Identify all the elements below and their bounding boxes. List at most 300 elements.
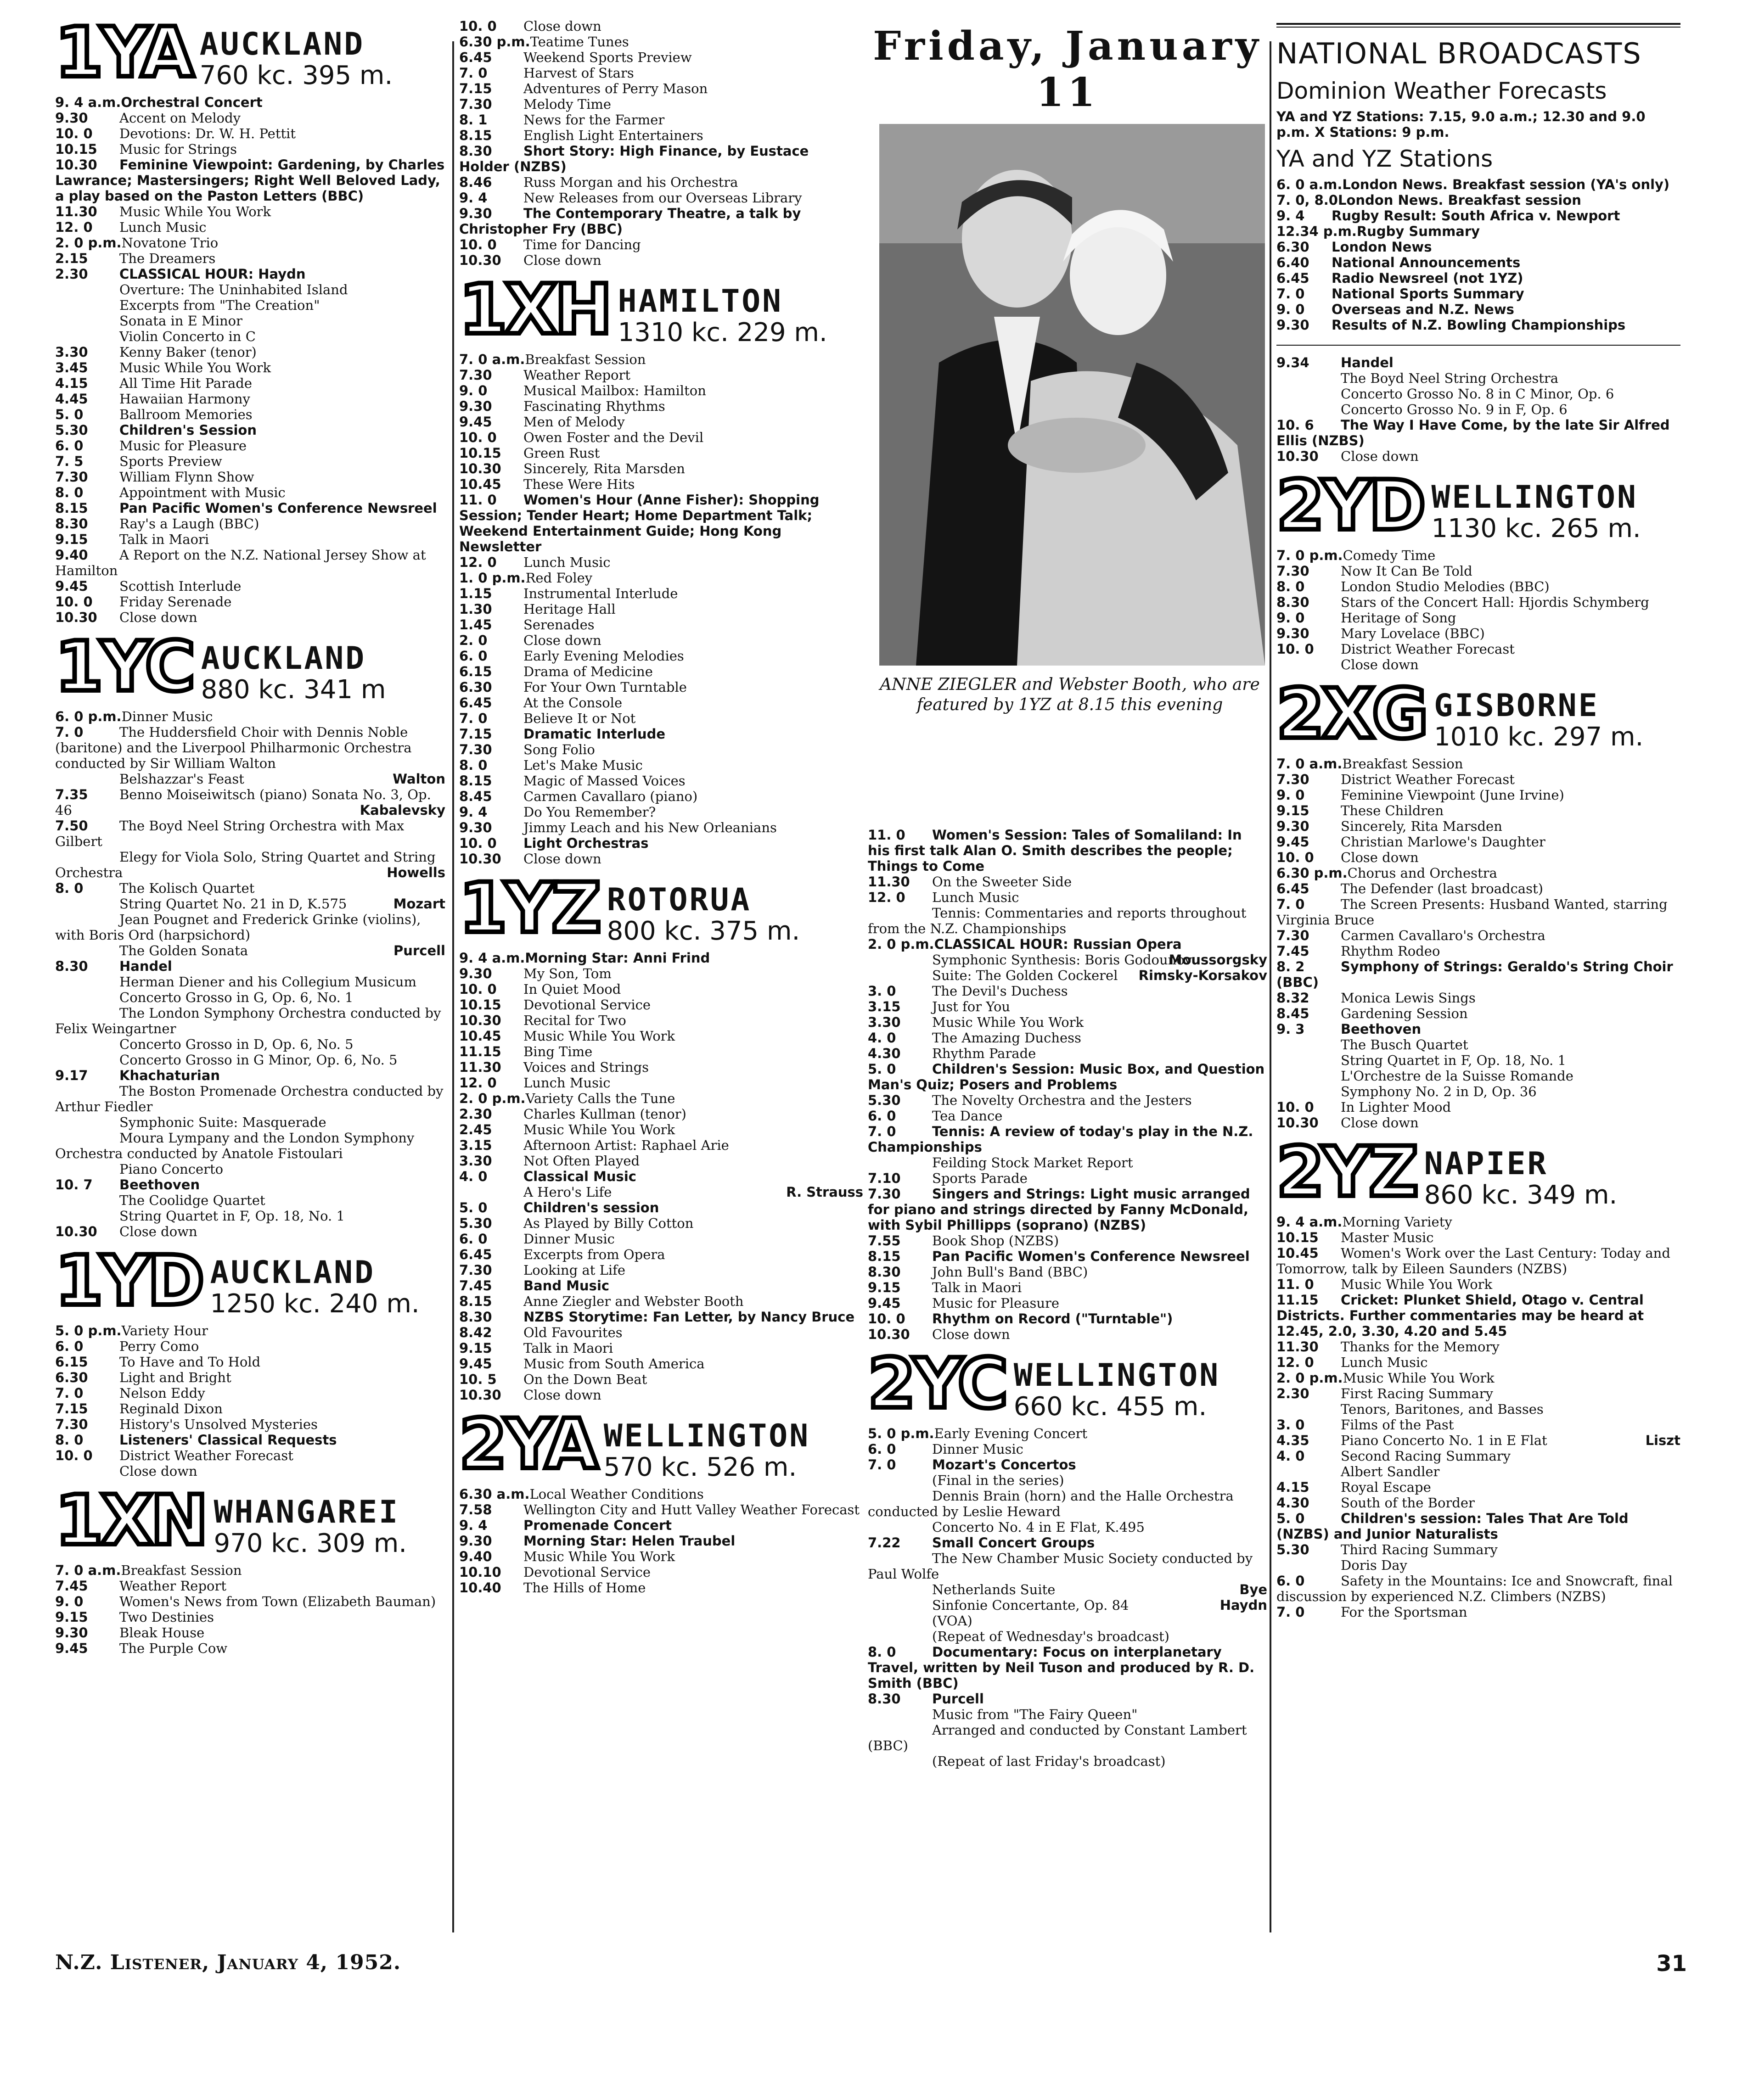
program-entry bbox=[459, 1122, 863, 1137]
program-time: 7.30 bbox=[55, 1417, 88, 1432]
program-time: 9.30 bbox=[1276, 317, 1309, 333]
program-entry bbox=[55, 313, 445, 329]
program-entry bbox=[868, 1691, 1267, 1707]
program-composer: Purcell bbox=[393, 943, 445, 958]
program-title: Overture: The Uninhabited Island bbox=[119, 282, 348, 297]
program-title: Pan Pacific Women's Conference Newsreel bbox=[119, 500, 437, 516]
program-time: 2.45 bbox=[459, 1122, 492, 1137]
program-title: As Played by Billy Cotton bbox=[523, 1215, 694, 1231]
station-1yd bbox=[55, 1241, 445, 1479]
program-title: Children's Session: Music Box, and Question Man's Quiz; Posers and Problems bbox=[868, 1061, 1265, 1092]
program-title: Believe It or Not bbox=[523, 711, 636, 726]
program-title: Music While You Work bbox=[1343, 1370, 1495, 1386]
program-entry bbox=[1276, 1557, 1680, 1573]
program-title: The London Symphony Orchestra conducted by Felix Weingartner bbox=[55, 1005, 441, 1036]
program-entry bbox=[55, 266, 445, 282]
program-title: Beethoven bbox=[119, 1177, 200, 1193]
program-title: Music from South America bbox=[523, 1356, 705, 1372]
station-call-sign: 2YC bbox=[868, 1344, 1006, 1424]
program-title: Morning Star: Anni Frind bbox=[525, 950, 710, 966]
program-title: Music While You Work bbox=[523, 1549, 675, 1564]
program-time: 7. 0 bbox=[459, 711, 488, 726]
program-time: 7. 0 a.m. bbox=[459, 352, 525, 367]
program-title: John Bull's Band (BBC) bbox=[932, 1264, 1088, 1280]
station-city: WELLINGTON bbox=[603, 1418, 810, 1454]
program-entry bbox=[1276, 1115, 1680, 1131]
program-title: Lunch Music bbox=[1341, 1355, 1428, 1370]
program-title: Belshazzar's Feast bbox=[119, 771, 244, 787]
program-entry bbox=[1276, 657, 1680, 672]
program-entry bbox=[55, 516, 445, 532]
program-entry bbox=[868, 1233, 1267, 1249]
program-entry bbox=[459, 18, 863, 34]
program-entry bbox=[459, 34, 863, 50]
program-title: Benno Moiseiwitsch (piano) Sonata No. 3, Op. 46 bbox=[55, 787, 431, 818]
program-time: 9.30 bbox=[55, 1625, 88, 1641]
program-entry bbox=[459, 252, 863, 268]
program-entry bbox=[868, 1473, 1267, 1488]
program-entry bbox=[459, 143, 863, 174]
program-time: 10. 0 bbox=[55, 594, 93, 610]
program-title: Ballroom Memories bbox=[119, 407, 253, 422]
program-entry bbox=[1276, 239, 1680, 255]
program-time: 6.30 bbox=[1276, 239, 1309, 255]
program-time: 9. 4 a.m. bbox=[55, 95, 121, 110]
program-title: All Time Hit Parade bbox=[119, 375, 253, 391]
program-entry bbox=[55, 1448, 445, 1463]
program-entry bbox=[55, 110, 445, 126]
program-time: 11.30 bbox=[868, 874, 910, 890]
program-title: Rhythm on Record ("Turntable") bbox=[932, 1311, 1173, 1327]
program-title: Accent on Melody bbox=[119, 110, 241, 126]
program-entry bbox=[1276, 1448, 1680, 1464]
program-entry bbox=[459, 617, 863, 633]
program-entry bbox=[55, 1401, 445, 1417]
program-title: A Hero's Life bbox=[523, 1184, 612, 1200]
station-call-sign: 2YZ bbox=[1276, 1132, 1416, 1212]
program-title: Rhythm Rodeo bbox=[1341, 943, 1440, 959]
program-time: 6.40 bbox=[1276, 255, 1309, 270]
program-time: 4. 0 bbox=[868, 1030, 896, 1046]
program-title: Close down bbox=[119, 610, 197, 625]
program-entry bbox=[55, 532, 445, 547]
program-entry bbox=[55, 251, 445, 266]
program-entry bbox=[868, 874, 1267, 890]
program-entry bbox=[55, 407, 445, 422]
program-title: Chorus and Orchestra bbox=[1347, 865, 1497, 881]
program-title: The Dreamers bbox=[119, 251, 216, 266]
program-time: 7.15 bbox=[459, 81, 492, 96]
national-broadcasts-title: NATIONAL BROADCASTS bbox=[1276, 37, 1642, 70]
program-time: 10.30 bbox=[55, 157, 97, 173]
program-time: 6. 0 bbox=[868, 1441, 896, 1457]
program-time: 7.35 bbox=[55, 787, 88, 802]
program-title: Instrumental Interlude bbox=[523, 586, 678, 601]
program-entry bbox=[1276, 1479, 1680, 1495]
program-title: (Repeat of Wednesday's broadcast) bbox=[932, 1629, 1169, 1644]
program-composer: Liszt bbox=[1645, 1433, 1680, 1448]
program-entry bbox=[55, 990, 445, 1005]
program-title: Book Shop (NZBS) bbox=[932, 1233, 1059, 1249]
program-title: The Amazing Duchess bbox=[932, 1030, 1081, 1046]
program-entry bbox=[459, 1580, 863, 1596]
program-entry bbox=[459, 1200, 863, 1215]
program-time: 10. 0 bbox=[459, 430, 497, 445]
program-entry bbox=[1276, 579, 1680, 594]
program-title: The Golden Sonata bbox=[119, 943, 248, 958]
program-entry bbox=[459, 430, 863, 445]
program-title: Novatone Trio bbox=[121, 235, 219, 251]
station-call-sign: 1YZ bbox=[459, 868, 599, 948]
program-entry bbox=[55, 578, 445, 594]
program-entry bbox=[55, 95, 445, 110]
program-time: 10.15 bbox=[459, 445, 501, 461]
program-composer: Kabalevsky bbox=[360, 802, 445, 818]
station-city: ROTORUA bbox=[607, 882, 752, 918]
program-title: Monica Lewis Sings bbox=[1341, 990, 1476, 1006]
program-title: Lunch Music bbox=[523, 554, 611, 570]
program-time: 9.30 bbox=[459, 206, 492, 221]
program-entry bbox=[459, 414, 863, 430]
program-title: National Sports Summary bbox=[1332, 286, 1524, 302]
program-title: Devotions: Dr. W. H. Pettit bbox=[119, 126, 296, 141]
program-entry bbox=[459, 1028, 863, 1044]
program-title: The Coolidge Quartet bbox=[119, 1193, 265, 1208]
program-title: London Studio Melodies (BBC) bbox=[1341, 579, 1550, 594]
program-title: Devotional Service bbox=[523, 997, 651, 1013]
program-entry bbox=[1276, 255, 1680, 270]
program-time: 7.30 bbox=[459, 1262, 492, 1278]
program-time: 10. 0 bbox=[459, 835, 497, 851]
program-entry bbox=[459, 1309, 863, 1325]
program-time: 8. 0 bbox=[868, 1644, 896, 1660]
program-title: Handel bbox=[119, 958, 172, 974]
program-composer: Walton bbox=[393, 771, 445, 787]
program-time: 8. 0 bbox=[55, 485, 84, 500]
program-time: 7. 0 bbox=[1276, 286, 1305, 302]
program-time: 5. 0 bbox=[1276, 1511, 1305, 1526]
program-title: Suite: The Golden Cockerel bbox=[932, 968, 1118, 983]
program-time: 7.22 bbox=[868, 1535, 901, 1551]
program-time: 6.30 a.m. bbox=[459, 1486, 530, 1502]
station-call-sign: 1YA bbox=[55, 13, 191, 93]
program-time: 8.30 bbox=[55, 516, 88, 532]
program-entry bbox=[1276, 772, 1680, 787]
program-title: District Weather Forecast bbox=[1341, 772, 1515, 787]
program-entry bbox=[55, 880, 445, 896]
program-title: Feilding Stock Market Report bbox=[932, 1155, 1133, 1170]
program-entry bbox=[55, 787, 445, 818]
program-entry bbox=[1276, 192, 1680, 208]
station-frequency: 880 kc. 341 m bbox=[201, 675, 386, 705]
program-entry bbox=[1276, 1339, 1680, 1355]
program-title: Owen Foster and the Devil bbox=[523, 430, 704, 445]
program-time: 3.30 bbox=[868, 1014, 901, 1030]
program-time: 6.45 bbox=[1276, 270, 1309, 286]
station-frequency: 1250 kc. 240 m. bbox=[210, 1289, 420, 1319]
column-divider bbox=[1270, 41, 1271, 1932]
program-title: Children's session bbox=[523, 1200, 659, 1215]
program-entry bbox=[459, 1518, 863, 1533]
program-title: Close down bbox=[523, 633, 601, 648]
program-time: 9.15 bbox=[868, 1280, 901, 1295]
photo-anne-ziegler-webster-booth bbox=[879, 124, 1265, 666]
program-list bbox=[868, 1426, 1267, 1769]
program-entry bbox=[459, 398, 863, 414]
program-title: Cricket: Plunket Shield, Otago v. Central Districts. Further commentaries may be heard at 12.45, 2.0, 3.30, 4.20 and 5.45 bbox=[1276, 1292, 1644, 1339]
program-entry bbox=[55, 594, 445, 610]
program-time: 8.15 bbox=[459, 1294, 492, 1309]
program-time: 9.30 bbox=[55, 110, 88, 126]
station-city: AUCKLAND bbox=[210, 1254, 376, 1291]
program-time: 7.45 bbox=[459, 1278, 492, 1294]
program-title: Weekend Sports Preview bbox=[523, 50, 692, 65]
program-title: Purcell bbox=[932, 1691, 984, 1707]
program-entry bbox=[868, 1030, 1267, 1046]
program-entry bbox=[55, 282, 445, 297]
program-title: Anne Ziegler and Webster Booth bbox=[523, 1294, 744, 1309]
program-time: 6. 0 bbox=[459, 1231, 488, 1247]
program-title: News for the Farmer bbox=[523, 112, 665, 128]
program-entry bbox=[459, 966, 863, 981]
program-time: 7.58 bbox=[459, 1502, 492, 1518]
program-time: 3.15 bbox=[459, 1137, 492, 1153]
program-entry bbox=[459, 1486, 863, 1502]
program-time: 3. 0 bbox=[1276, 1417, 1305, 1433]
program-title: The Novelty Orchestra and the Jesters bbox=[932, 1092, 1192, 1108]
program-title: Piano Concerto bbox=[119, 1161, 224, 1177]
program-time: 5. 0 bbox=[55, 407, 84, 422]
photo-caption: ANNE ZIEGLER and Webster Booth, who are featured by 1YZ at 8.15 this evening bbox=[880, 675, 1260, 714]
program-time: 11.30 bbox=[55, 204, 97, 219]
program-entry bbox=[1276, 881, 1680, 896]
program-entry bbox=[55, 454, 445, 469]
program-time: 1.30 bbox=[459, 601, 492, 617]
program-time: 6. 0 a.m. bbox=[1276, 177, 1343, 192]
program-title: On the Down Beat bbox=[523, 1372, 647, 1387]
program-entry bbox=[868, 1124, 1267, 1155]
program-entry bbox=[459, 1533, 863, 1549]
program-time: 7. 0 bbox=[55, 724, 84, 740]
program-composer: Rimsky-Korsakov bbox=[1138, 968, 1267, 983]
program-time: 9. 4 bbox=[1276, 208, 1305, 224]
program-title: Appointment with Music bbox=[119, 485, 286, 500]
program-time: 10.30 bbox=[459, 851, 501, 867]
program-time: 5.30 bbox=[459, 1215, 492, 1231]
program-time: 7. 0 p.m. bbox=[1276, 548, 1343, 563]
program-title: Close down bbox=[1341, 850, 1419, 865]
station-header bbox=[55, 13, 445, 93]
program-time: 7.45 bbox=[1276, 943, 1309, 959]
program-entry bbox=[868, 1644, 1267, 1691]
program-title: Morning Star: Helen Traubel bbox=[523, 1533, 736, 1549]
program-entry bbox=[459, 1153, 863, 1169]
program-list bbox=[459, 18, 863, 268]
program-time: 5.30 bbox=[55, 422, 88, 438]
program-title: CLASSICAL HOUR: Russian Opera bbox=[934, 936, 1182, 952]
program-title: Beethoven bbox=[1341, 1021, 1422, 1037]
station-frequency: 660 kc. 455 m. bbox=[1013, 1392, 1207, 1422]
program-entry bbox=[459, 352, 863, 367]
program-title: Music While You Work bbox=[523, 1028, 675, 1044]
program-title: String Quartet No. 21 in D, K.575 bbox=[119, 896, 347, 912]
program-title: Carmen Cavallaro's Orchestra bbox=[1341, 928, 1545, 943]
program-entry bbox=[459, 1075, 863, 1091]
station-header bbox=[55, 1241, 445, 1321]
program-title: Men of Melody bbox=[523, 414, 625, 430]
program-entry bbox=[1276, 834, 1680, 850]
station-call-sign: 2YA bbox=[459, 1405, 596, 1484]
program-time: 9. 3 bbox=[1276, 1021, 1305, 1037]
program-time: 9. 4 a.m. bbox=[459, 950, 525, 966]
yayz-heading: YA and YZ Stations bbox=[1276, 146, 1493, 172]
program-title: Films of the Past bbox=[1341, 1417, 1454, 1433]
program-title: Music While You Work bbox=[523, 1122, 675, 1137]
program-list bbox=[868, 827, 1267, 1342]
program-title: Teatime Tunes bbox=[530, 34, 629, 50]
program-entry bbox=[1276, 1370, 1680, 1386]
program-entry bbox=[55, 1224, 445, 1239]
program-entry bbox=[55, 126, 445, 141]
program-entry bbox=[1276, 756, 1680, 772]
program-time: 10.45 bbox=[459, 1028, 501, 1044]
program-title: The Screen Presents: Husband Wanted, starring Virginia Bruce bbox=[1276, 896, 1668, 928]
program-entry bbox=[1276, 865, 1680, 881]
program-title: Music for Pleasure bbox=[932, 1295, 1060, 1311]
program-title: Khachaturian bbox=[119, 1068, 220, 1083]
program-title: Breakfast Session bbox=[525, 352, 646, 367]
program-title: Adventures of Perry Mason bbox=[523, 81, 708, 96]
program-time: 8. 0 bbox=[459, 757, 488, 773]
station-1xn-continued bbox=[459, 18, 863, 268]
program-entry bbox=[868, 1108, 1267, 1124]
program-entry bbox=[55, 849, 445, 880]
program-time: 9.30 bbox=[459, 966, 492, 981]
program-time: 5. 0 p.m. bbox=[868, 1426, 934, 1441]
program-title: Carmen Cavallaro (piano) bbox=[523, 789, 698, 804]
program-time: 10.15 bbox=[55, 141, 97, 157]
program-entry bbox=[459, 1340, 863, 1356]
program-time: 6.45 bbox=[459, 1247, 492, 1262]
program-title: The Kolisch Quartet bbox=[119, 880, 255, 896]
program-time: 9.40 bbox=[55, 547, 88, 563]
station-1yz bbox=[459, 868, 863, 1403]
station-frequency: 1310 kc. 229 m. bbox=[618, 318, 827, 347]
program-time: 10. 0 bbox=[459, 18, 497, 34]
program-time: 9. 4 bbox=[459, 190, 488, 206]
program-time: 2.30 bbox=[459, 1106, 492, 1122]
program-title: Close down bbox=[119, 1224, 197, 1239]
station-2yc bbox=[868, 1344, 1267, 1769]
program-entry bbox=[1276, 417, 1680, 448]
program-entry bbox=[55, 219, 445, 235]
program-entry bbox=[55, 1432, 445, 1448]
program-entry bbox=[459, 1059, 863, 1075]
program-list bbox=[1276, 355, 1680, 464]
program-title: Afternoon Artist: Raphael Arie bbox=[523, 1137, 729, 1153]
program-entry bbox=[1276, 177, 1680, 192]
program-title: District Weather Forecast bbox=[1341, 641, 1515, 657]
program-title: Rugby Summary bbox=[1356, 224, 1480, 239]
program-title: CLASSICAL HOUR: Haydn bbox=[119, 266, 306, 282]
program-time: 4.30 bbox=[868, 1046, 901, 1061]
program-title: Hawaiian Harmony bbox=[119, 391, 250, 407]
program-title: District Weather Forecast bbox=[119, 1448, 293, 1463]
program-entry bbox=[55, 1193, 445, 1208]
program-title: The Busch Quartet bbox=[1341, 1037, 1468, 1053]
program-entry bbox=[1276, 990, 1680, 1006]
program-entry bbox=[1276, 896, 1680, 928]
program-entry bbox=[868, 1311, 1267, 1327]
program-time: 5. 0 bbox=[868, 1061, 896, 1077]
program-entry bbox=[459, 1502, 863, 1518]
program-entry bbox=[868, 1264, 1267, 1280]
program-entry bbox=[459, 679, 863, 695]
program-entry bbox=[459, 711, 863, 726]
program-title: Rugby Result: South Africa v. Newport bbox=[1332, 208, 1620, 224]
program-time: 10. 0 bbox=[868, 1311, 905, 1327]
program-entry bbox=[55, 1083, 445, 1114]
program-entry bbox=[868, 1519, 1267, 1535]
program-entry bbox=[55, 1338, 445, 1354]
program-time: 10. 0 bbox=[1276, 1099, 1314, 1115]
program-title: William Flynn Show bbox=[119, 469, 254, 485]
program-entry bbox=[459, 476, 863, 492]
program-entry bbox=[55, 610, 445, 625]
program-entry bbox=[868, 1441, 1267, 1457]
program-entry bbox=[868, 1722, 1267, 1753]
program-entry bbox=[1276, 803, 1680, 818]
program-list bbox=[1276, 548, 1680, 672]
program-entry bbox=[1276, 448, 1680, 464]
program-time: 2. 0 p.m. bbox=[55, 235, 122, 251]
program-title: Talk in Maori bbox=[932, 1280, 1022, 1295]
program-title: Symphony No. 2 in D, Op. 36 bbox=[1341, 1084, 1537, 1099]
program-entry bbox=[459, 445, 863, 461]
program-time: 7. 0 bbox=[55, 1385, 84, 1401]
program-title: Third Racing Summary bbox=[1341, 1542, 1498, 1557]
program-title: Concerto Grosso No. 9 in F, Op. 6 bbox=[1341, 402, 1568, 417]
station-call-sign: 1XN bbox=[55, 1481, 206, 1561]
program-time: 3.30 bbox=[459, 1153, 492, 1169]
program-entry bbox=[459, 112, 863, 128]
program-title: Gardening Session bbox=[1341, 1006, 1468, 1021]
program-entry bbox=[1276, 1386, 1680, 1401]
program-title: Close down bbox=[1341, 448, 1419, 464]
program-time: 8.15 bbox=[868, 1249, 901, 1264]
page-number: 31 bbox=[1656, 1951, 1687, 1977]
program-time: 8.15 bbox=[459, 773, 492, 789]
program-entry bbox=[55, 1036, 445, 1052]
station-call-sign: 2XG bbox=[1276, 674, 1426, 754]
program-time: 10.30 bbox=[459, 1387, 501, 1403]
program-title: Magic of Massed Voices bbox=[523, 773, 686, 789]
program-time: 12. 0 bbox=[868, 890, 905, 905]
station-2xg bbox=[1276, 674, 1680, 1131]
column-4 bbox=[1276, 18, 1680, 1632]
program-title: Close down bbox=[932, 1327, 1010, 1342]
program-entry bbox=[1276, 1021, 1680, 1037]
program-title: Dennis Brain (horn) and the Halle Orchestra conducted by Leslie Heward bbox=[868, 1488, 1234, 1519]
program-entry bbox=[1276, 355, 1680, 370]
program-time: 7.30 bbox=[868, 1186, 901, 1202]
station-header bbox=[55, 627, 445, 707]
program-title: Looking at Life bbox=[523, 1262, 626, 1278]
program-title: Women's News from Town (Elizabeth Bauman) bbox=[119, 1594, 436, 1609]
program-entry bbox=[459, 1262, 863, 1278]
program-title: Green Rust bbox=[523, 445, 600, 461]
program-entry bbox=[1276, 787, 1680, 803]
